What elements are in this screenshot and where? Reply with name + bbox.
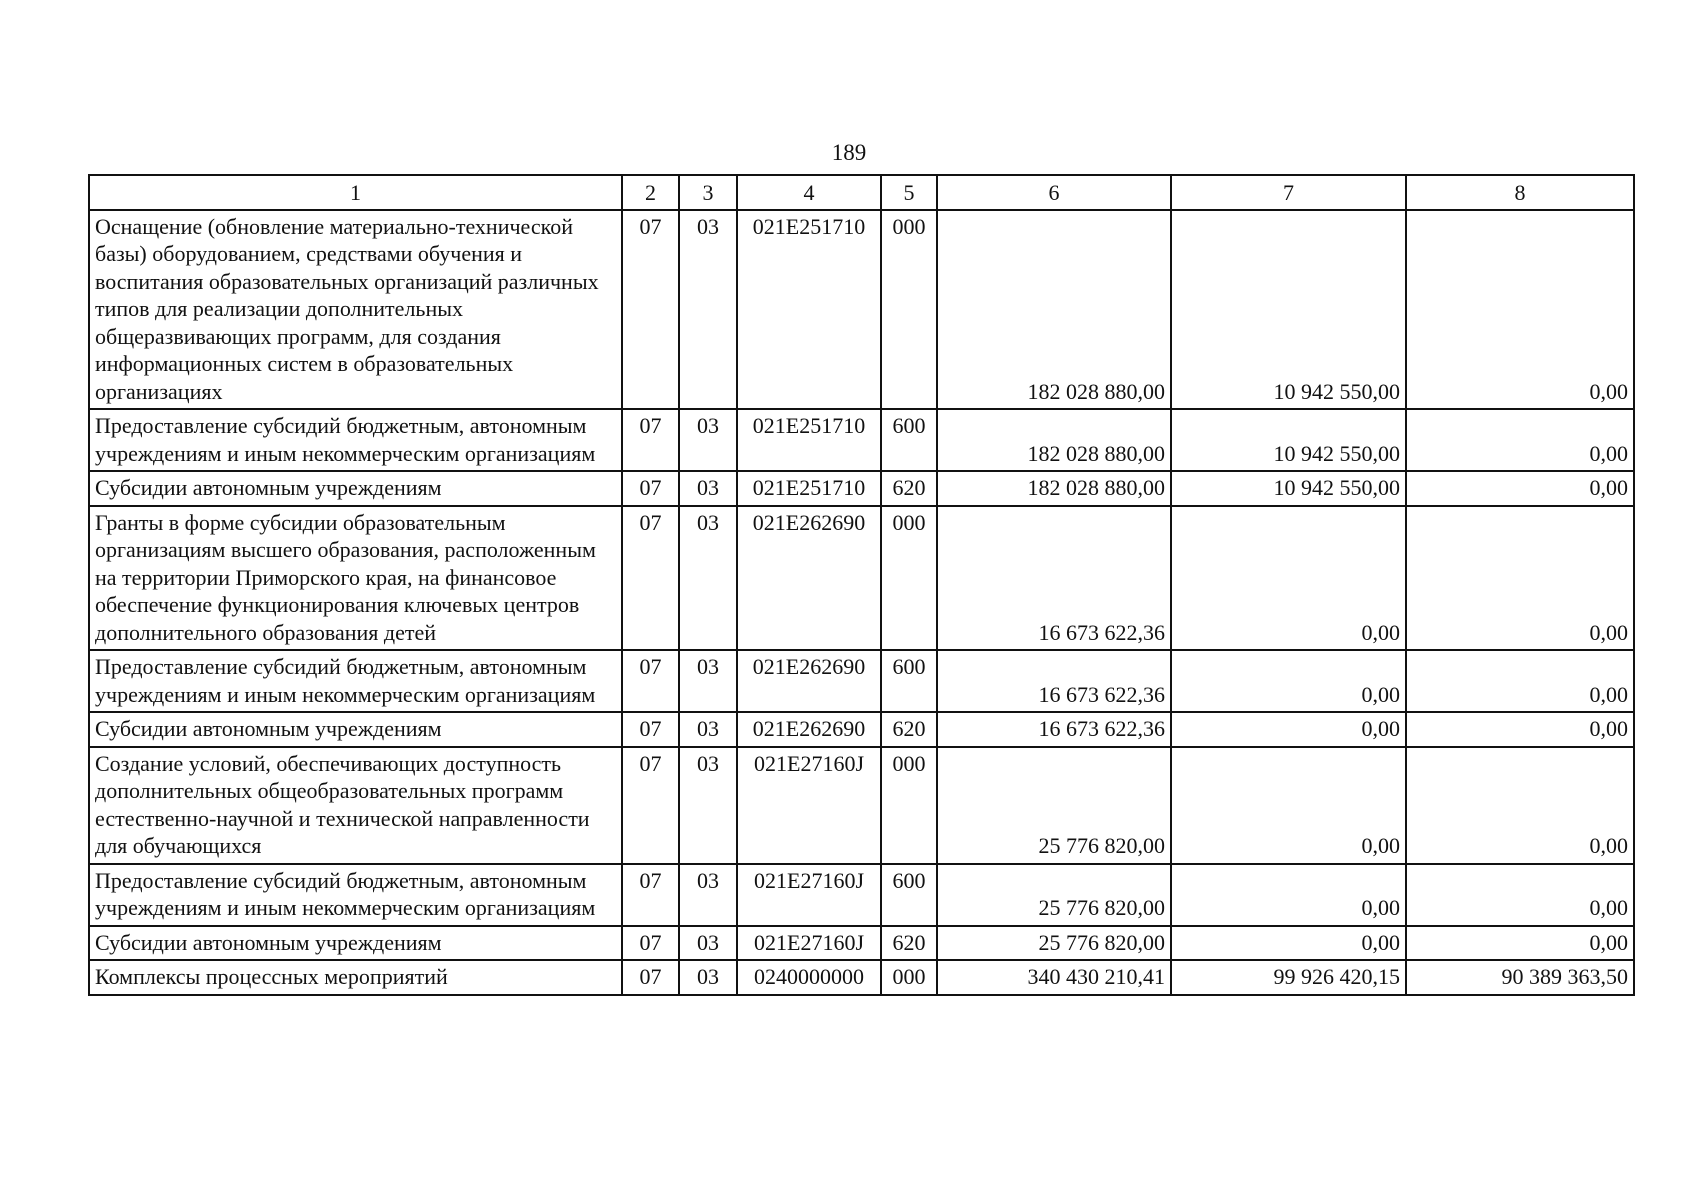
amount-col-6: 16 673 622,36 [937,506,1171,651]
section-code: 07 [622,712,679,747]
section-code: 07 [622,409,679,471]
amount-col-7: 99 926 420,15 [1171,960,1406,995]
expense-type-code: 620 [881,926,937,961]
section-code: 07 [622,506,679,651]
column-header: 6 [937,175,1171,210]
expense-type-code: 600 [881,409,937,471]
amount-col-7: 0,00 [1171,650,1406,712]
expense-type-code: 000 [881,747,937,864]
amount-col-7: 0,00 [1171,864,1406,926]
subsection-code: 03 [679,712,737,747]
section-code: 07 [622,864,679,926]
amount-col-8: 0,00 [1406,409,1634,471]
subsection-code: 03 [679,960,737,995]
section-code: 07 [622,926,679,961]
target-article-code: 021E27160J [737,864,881,926]
amount-col-8: 90 389 363,50 [1406,960,1634,995]
subsection-code: 03 [679,747,737,864]
amount-col-7: 10 942 550,00 [1171,471,1406,506]
expense-type-code: 000 [881,210,937,410]
target-article-code: 021E27160J [737,926,881,961]
target-article-code: 0240000000 [737,960,881,995]
row-name: Предоставление субсидий бюджетным, автономным учреждениям и иным некоммерческим организациям [89,409,622,471]
expense-type-code: 000 [881,960,937,995]
amount-col-6: 16 673 622,36 [937,712,1171,747]
expense-type-code: 620 [881,471,937,506]
column-header: 4 [737,175,881,210]
expense-type-code: 600 [881,864,937,926]
target-article-code: 021E262690 [737,650,881,712]
table-row [89,650,1634,712]
target-article-code: 021E262690 [737,506,881,651]
row-name: Предоставление субсидий бюджетным, автономным учреждениям и иным некоммерческим организациям [89,650,622,712]
amount-col-6: 182 028 880,00 [937,471,1171,506]
amount-col-8: 0,00 [1406,864,1634,926]
amount-col-8: 0,00 [1406,747,1634,864]
row-name: Комплексы процессных мероприятий [89,960,622,995]
amount-col-6: 25 776 820,00 [937,747,1171,864]
table-row [89,864,1634,926]
subsection-code: 03 [679,409,737,471]
target-article-code: 021E27160J [737,747,881,864]
amount-col-8: 0,00 [1406,926,1634,961]
row-name: Субсидии автономным учреждениям [89,712,622,747]
expense-type-code: 600 [881,650,937,712]
header-row [89,175,1634,210]
table-row [89,506,1634,651]
amount-col-8: 0,00 [1406,650,1634,712]
amount-col-6: 182 028 880,00 [937,409,1171,471]
amount-col-7: 10 942 550,00 [1171,210,1406,410]
subsection-code: 03 [679,506,737,651]
table-row [89,747,1634,864]
amount-col-6: 25 776 820,00 [937,926,1171,961]
page-number: 189 [831,140,867,165]
amount-col-8: 0,00 [1406,712,1634,747]
amount-col-6: 182 028 880,00 [937,210,1171,410]
amount-col-8: 0,00 [1406,210,1634,410]
section-code: 07 [622,747,679,864]
column-header: 2 [622,175,679,210]
subsection-code: 03 [679,926,737,961]
expense-type-code: 000 [881,506,937,651]
section-code: 07 [622,960,679,995]
column-header: 5 [881,175,937,210]
amount-col-7: 10 942 550,00 [1171,409,1406,471]
amount-col-8: 0,00 [1406,471,1634,506]
section-code: 07 [622,210,679,410]
amount-col-6: 16 673 622,36 [937,650,1171,712]
row-name: Создание условий, обеспечивающих доступность дополнительных общеобразовательных программ естественно-научной и технической направленности для обучающихся [89,747,622,864]
target-article-code: 021E251710 [737,409,881,471]
table-row [89,409,1634,471]
amount-col-7: 0,00 [1171,712,1406,747]
section-code: 07 [622,471,679,506]
subsection-code: 03 [679,471,737,506]
row-name: Предоставление субсидий бюджетным, автономным учреждениям и иным некоммерческим организациям [89,864,622,926]
row-name: Гранты в форме субсидии образовательным организациям высшего образования, расположенным на территории Приморского края, на финансовое обеспечение функционирования ключевых центров дополнительного образования детей [89,506,622,651]
table-row [89,210,1634,410]
target-article-code: 021E251710 [737,471,881,506]
row-name: Субсидии автономным учреждениям [89,926,622,961]
column-header: 1 [89,175,622,210]
expense-type-code: 620 [881,712,937,747]
amount-col-7: 0,00 [1171,506,1406,651]
column-header: 7 [1171,175,1406,210]
column-header: 8 [1406,175,1634,210]
amount-col-6: 25 776 820,00 [937,864,1171,926]
amount-col-8: 0,00 [1406,506,1634,651]
table-row [89,926,1634,961]
subsection-code: 03 [679,650,737,712]
target-article-code: 021E251710 [737,210,881,410]
column-header: 3 [679,175,737,210]
amount-col-6: 340 430 210,41 [937,960,1171,995]
amount-col-7: 0,00 [1171,747,1406,864]
table-row [89,712,1634,747]
budget-table [88,174,1635,996]
row-name: Оснащение (обновление материально-технической базы) оборудованием, средствами обучения и воспитания образовательных организаций различных типов для реализации дополнительных общеразвивающих программ, для создания информационных систем в образовательных организациях [89,210,622,410]
table-row [89,471,1634,506]
row-name: Субсидии автономным учреждениям [89,471,622,506]
table-row [89,960,1634,995]
section-code: 07 [622,650,679,712]
subsection-code: 03 [679,864,737,926]
amount-col-7: 0,00 [1171,926,1406,961]
target-article-code: 021E262690 [737,712,881,747]
subsection-code: 03 [679,210,737,410]
